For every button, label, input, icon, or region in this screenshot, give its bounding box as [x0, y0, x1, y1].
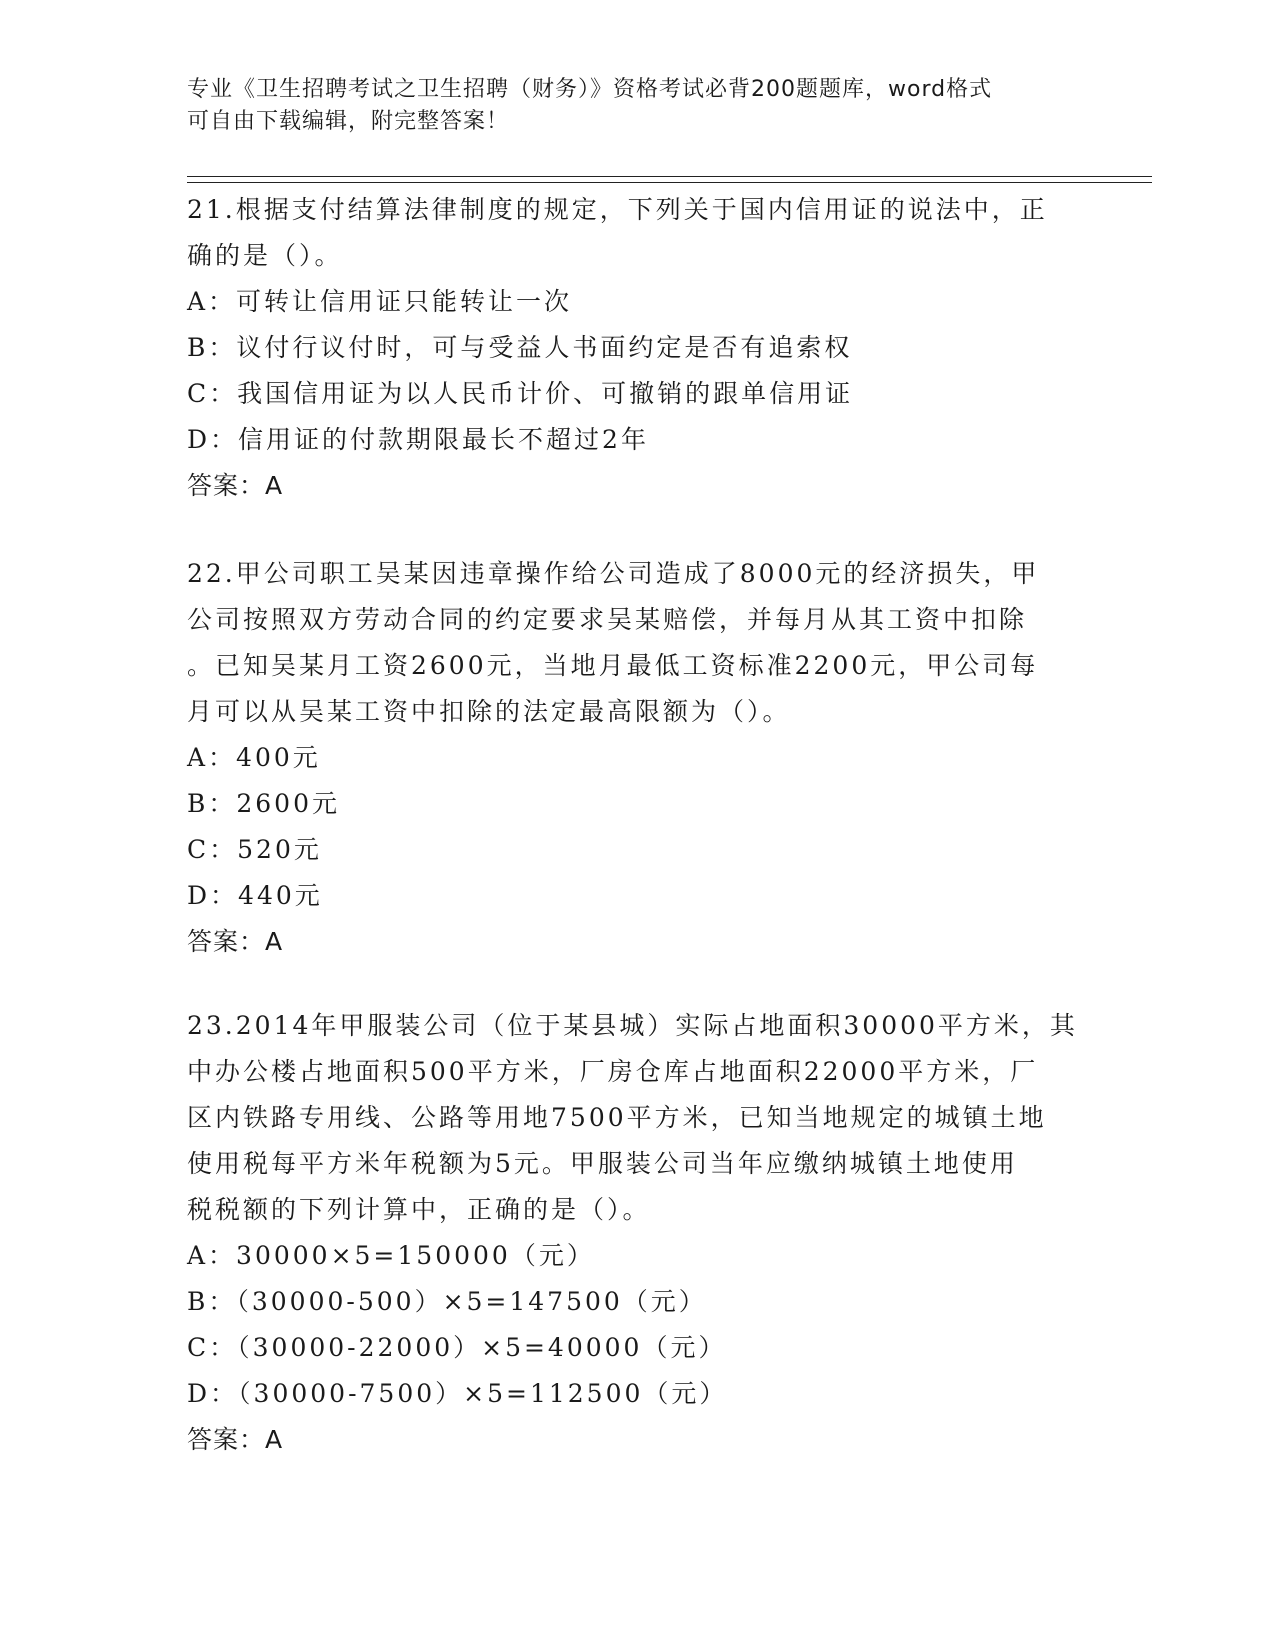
question-text-line: 23.2014年甲服装公司（位于某县城）实际占地面积30000平方米，其 — [187, 1011, 1078, 1040]
option-b: B：2600元 — [187, 789, 340, 818]
question-text-line: 区内铁路专用线、公路等用地7500平方米，已知当地规定的城镇土地 — [187, 1103, 1047, 1132]
header-divider-top — [187, 176, 1152, 177]
header-divider-bottom — [187, 182, 1152, 183]
option-d: D：（30000-7500）×5=112500（元） — [187, 1379, 728, 1408]
question-text-line: 22.甲公司职工吴某因违章操作给公司造成了8000元的经济损失，甲 — [187, 559, 1040, 588]
option-a: A：400元 — [187, 743, 321, 772]
question-text-line: 使用税每平方米年税额为5元。甲服装公司当年应缴纳城镇土地使用 — [187, 1149, 1018, 1178]
question-21 — [187, 187, 1087, 509]
option-c: C：（30000-22000）×5=40000（元） — [187, 1333, 727, 1362]
option-a: A：30000×5=150000（元） — [187, 1241, 595, 1270]
option-d: D：440元 — [187, 881, 323, 910]
option-c: C：我国信用证为以人民币计价、可撤销的跟单信用证 — [187, 379, 854, 408]
answer-label: 答案：A — [187, 471, 284, 500]
option-a: A：可转让信用证只能转让一次 — [187, 287, 573, 316]
question-text-line: 中办公楼占地面积500平方米，厂房仓库占地面积22000平方米，厂 — [187, 1057, 1039, 1086]
question-text-line: 。已知吴某月工资2600元，当地月最低工资标准2200元，甲公司每 — [187, 651, 1039, 680]
answer-label: 答案：A — [187, 927, 284, 956]
question-text-line: 公司按照双方劳动合同的约定要求吴某赔偿，并每月从其工资中扣除 — [187, 605, 1028, 634]
question-text-line: 月可以从吴某工资中扣除的法定最高限额为（）。 — [187, 697, 791, 726]
document-header — [187, 74, 1067, 138]
question-22 — [187, 551, 1087, 965]
header-line-2: 可自由下载编辑，附完整答案！ — [187, 109, 510, 134]
option-c: C：520元 — [187, 835, 322, 864]
option-b: B：（30000-500）×5=147500（元） — [187, 1287, 707, 1316]
question-23 — [187, 1003, 1087, 1463]
header-line-1: 专业《卫生招聘考试之卫生招聘（财务）》资格考试必背200题题库，word格式 — [187, 77, 993, 102]
option-d: D：信用证的付款期限最长不超过2年 — [187, 425, 649, 454]
question-text-line: 税税额的下列计算中，正确的是（）。 — [187, 1195, 651, 1224]
answer-label: 答案：A — [187, 1425, 284, 1454]
option-b: B：议付行议付时，可与受益人书面约定是否有追索权 — [187, 333, 853, 362]
question-text-line: 确的是（）。 — [187, 241, 343, 270]
question-text-line: 21.根据支付结算法律制度的规定，下列关于国内信用证的说法中，正 — [187, 195, 1048, 224]
